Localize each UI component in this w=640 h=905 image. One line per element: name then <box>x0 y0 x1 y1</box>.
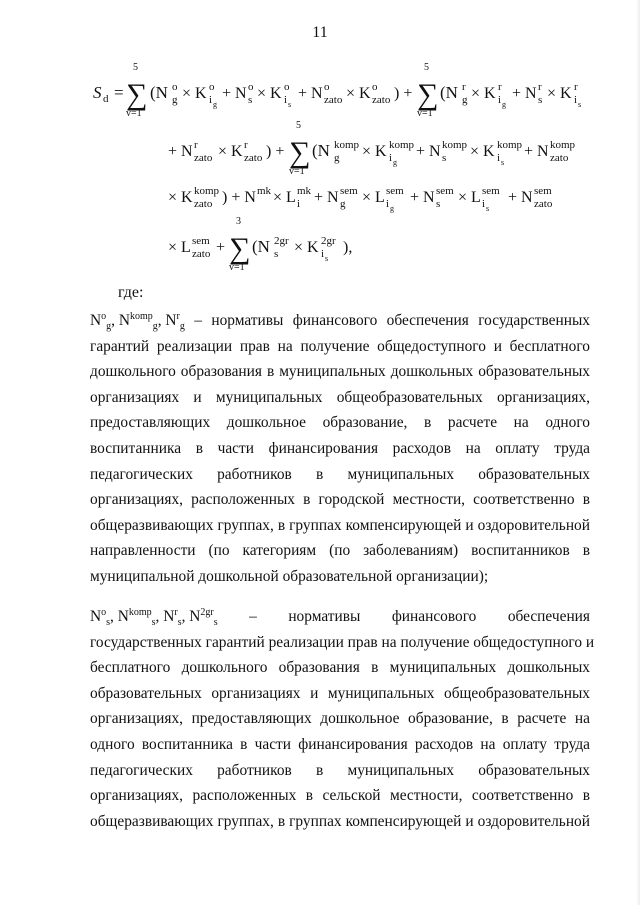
svg-text:s: s <box>436 198 441 210</box>
svg-text:+ N: + N <box>410 189 435 206</box>
svg-text:r: r <box>194 139 198 151</box>
svg-text:sem: sem <box>192 235 210 247</box>
svg-text:× L: × L <box>168 239 191 256</box>
paragraph-rural <box>90 604 595 834</box>
para1-line: направленности (по категориям (по заболеваниям) воспитанников в <box>90 542 590 560</box>
svg-text:o: o <box>248 81 254 93</box>
sum-upper-3: 3 <box>236 216 241 227</box>
svg-text:komp: komp <box>550 139 576 151</box>
svg-text:zato: zato <box>372 94 391 106</box>
svg-text:komp: komp <box>389 139 415 151</box>
svg-text:i: i <box>389 152 393 164</box>
svg-text:i: i <box>284 94 288 106</box>
svg-text:r: r <box>498 81 502 93</box>
svg-text:v=1: v=1 <box>229 262 245 273</box>
svg-text:× K: × K <box>294 239 319 256</box>
para2-line-1: $N^o_s$, $N^{komp}_s$, $N^r_s$, $N^{2gr}_s$ – нормативы финансового обеспечения <box>90 604 590 630</box>
svg-text:+: + <box>216 239 226 256</box>
svg-text:(N: (N <box>150 83 168 102</box>
sum-upper-1: 5 <box>133 62 138 73</box>
para1-line: предоставляющих дошкольное образование, в расчете на одного <box>90 414 590 432</box>
svg-text:× K: × K <box>182 85 207 102</box>
svg-text:=: = <box>114 83 124 102</box>
svg-text:× K: × K <box>346 85 371 102</box>
svg-text:i: i <box>209 94 213 106</box>
svg-text:+ N: + N <box>298 85 323 102</box>
svg-text:i: i <box>386 198 390 210</box>
svg-text:s: s <box>248 94 253 106</box>
svg-text:(N: (N <box>312 141 330 160</box>
svg-text:g: g <box>334 152 340 164</box>
para1-line-1: $N^o_g$, $N^{komp}_g$, $N^r_g$ – нормативы финансового обеспечения государственных <box>90 308 590 334</box>
svg-text:zato: zato <box>194 198 213 210</box>
svg-text:5: 5 <box>424 62 429 73</box>
svg-text:i: i <box>574 94 578 106</box>
svg-text:∑: ∑ <box>126 78 148 111</box>
svg-text:2gr: 2gr <box>321 235 336 247</box>
svg-text:o: o <box>284 81 290 93</box>
para1-line: воспитанника в части финансирования расходов на оплату труда <box>90 439 590 457</box>
svg-text:r: r <box>574 81 578 93</box>
svg-text:g: g <box>502 100 506 109</box>
svg-text:∑: ∑ <box>417 78 439 111</box>
svg-text:+ N: + N <box>416 143 441 160</box>
svg-text:zato: zato <box>534 198 553 210</box>
para1-line: общеразвивающих группах, в группах компенсирующей и оздоровительной <box>90 516 590 534</box>
svg-text:) +: ) + <box>266 143 285 160</box>
svg-text:5: 5 <box>296 120 301 131</box>
svg-text:s: s <box>501 158 505 167</box>
formula-sd <box>0 52 640 282</box>
svg-text:o: o <box>372 81 378 93</box>
svg-text:) + N: ) + N <box>222 189 256 206</box>
svg-text:i: i <box>297 198 301 210</box>
para1-line: дошкольного образования в муниципальных дошкольных образовательных <box>90 363 590 381</box>
svg-text:r: r <box>244 139 248 151</box>
svg-text:(N: (N <box>440 83 458 102</box>
svg-text:× K: × K <box>257 85 282 102</box>
svg-text:g: g <box>390 204 394 213</box>
para1-line: организациях, расположенных в городской местности, соответственно в <box>90 491 590 509</box>
svg-text:sem: sem <box>340 185 358 197</box>
para2-line: организациях, предоставляющих дошкольное образование, в расчете на <box>90 710 590 728</box>
svg-text:s: s <box>288 100 292 109</box>
svg-text:g: g <box>393 158 397 167</box>
svg-text:i: i <box>482 198 486 210</box>
svg-text:v=1: v=1 <box>289 166 305 177</box>
svg-text:∑: ∑ <box>229 232 251 265</box>
svg-text:mk: mk <box>257 185 272 197</box>
sum-lower-1: v=1 <box>126 108 142 119</box>
para1-symbols: $N^o_g$, $N^{komp}_g$, $N^r_g$ <box>90 310 185 333</box>
para1-line: гарантий реализации прав на получение общедоступного и бесплатного <box>90 337 590 355</box>
para1-line: муниципальной дошкольной образовательной организации); <box>90 567 489 585</box>
svg-text:o: o <box>324 81 330 93</box>
svg-text:r: r <box>462 81 466 93</box>
para2-line: одного воспитанника в части финансирования расходов на оплату труда <box>90 735 590 753</box>
svg-text:2gr: 2gr <box>274 235 289 247</box>
svg-text:zato: zato <box>194 152 213 164</box>
svg-text:o: o <box>209 81 215 93</box>
para2-line: организациях, расположенных в сельской местности, соответственно в <box>90 787 590 805</box>
svg-text:),: ), <box>343 239 353 256</box>
svg-text:sem: sem <box>482 185 500 197</box>
paragraph-urban <box>90 308 590 590</box>
svg-text:× K: × K <box>547 85 572 102</box>
svg-text:S: S <box>93 83 102 102</box>
svg-text:o: o <box>172 81 178 93</box>
para2-line: государственных гарантий реализации прав на получение общедоступного и <box>90 633 595 651</box>
svg-text:s: s <box>538 94 543 106</box>
svg-text:∑: ∑ <box>289 136 311 169</box>
svg-text:+ N: + N <box>168 143 193 160</box>
svg-text:) +: ) + <box>394 85 413 102</box>
para1-line: организациях и муниципальных общеобразовательных организациях, <box>90 388 590 406</box>
svg-text:× K: × K <box>168 189 193 206</box>
svg-text:s: s <box>486 204 490 213</box>
svg-text:sem: sem <box>436 185 454 197</box>
svg-text:× L: × L <box>362 189 385 206</box>
svg-text:g: g <box>213 100 217 109</box>
svg-text:× K: × K <box>470 143 495 160</box>
scan-edge <box>636 0 640 905</box>
svg-text:× L: × L <box>458 189 481 206</box>
svg-text:i: i <box>497 152 501 164</box>
para2-line: образовательных организациях и муниципальных общеобразовательных <box>90 684 590 702</box>
para2-line: бесплатного дошкольного образования в муниципальных дошкольных <box>90 659 590 677</box>
svg-text:× L: × L <box>273 189 296 206</box>
svg-text:i: i <box>321 248 325 260</box>
svg-text:+ N: + N <box>222 85 247 102</box>
svg-text:d: d <box>103 93 109 105</box>
svg-text:+ N: + N <box>508 189 533 206</box>
svg-text:× K: × K <box>218 143 243 160</box>
svg-text:komp: komp <box>442 139 468 151</box>
svg-text:sem: sem <box>534 185 552 197</box>
svg-text:komp: komp <box>194 185 220 197</box>
svg-text:zato: zato <box>324 94 343 106</box>
svg-text:v=1: v=1 <box>417 108 433 119</box>
para1-line: педагогических работников в муниципальных образовательных <box>90 465 590 483</box>
where-label: где: <box>118 284 144 301</box>
page-number: 11 <box>312 24 328 41</box>
svg-text:i: i <box>498 94 502 106</box>
svg-text:+ N: + N <box>512 85 537 102</box>
svg-text:s: s <box>578 100 582 109</box>
svg-text:komp: komp <box>334 139 360 151</box>
svg-text:sem: sem <box>386 185 404 197</box>
svg-text:zato: zato <box>550 152 569 164</box>
svg-text:g: g <box>340 198 346 210</box>
svg-text:s: s <box>442 152 447 164</box>
svg-text:× K: × K <box>362 143 387 160</box>
svg-text:r: r <box>538 81 542 93</box>
svg-text:+ N: + N <box>524 143 549 160</box>
svg-text:(N: (N <box>252 237 270 256</box>
para2-line: педагогических работников в муниципальных образовательных <box>90 761 590 779</box>
para2-line: общеразвивающих группах, в группах компенсирующей и оздоровительной <box>90 812 590 830</box>
svg-text:+ N: + N <box>314 189 339 206</box>
svg-text:zato: zato <box>192 248 211 260</box>
svg-text:s: s <box>325 254 329 263</box>
svg-text:× K: × K <box>471 85 496 102</box>
svg-text:g: g <box>172 94 178 106</box>
svg-text:zato: zato <box>244 152 263 164</box>
svg-text:komp: komp <box>497 139 523 151</box>
para2-symbols: $N^o_s$, $N^{komp}_s$, $N^r_s$, $N^{2gr}_s$ <box>90 606 218 629</box>
svg-text:g: g <box>462 94 468 106</box>
svg-text:mk: mk <box>297 185 312 197</box>
svg-text:s: s <box>274 248 279 260</box>
